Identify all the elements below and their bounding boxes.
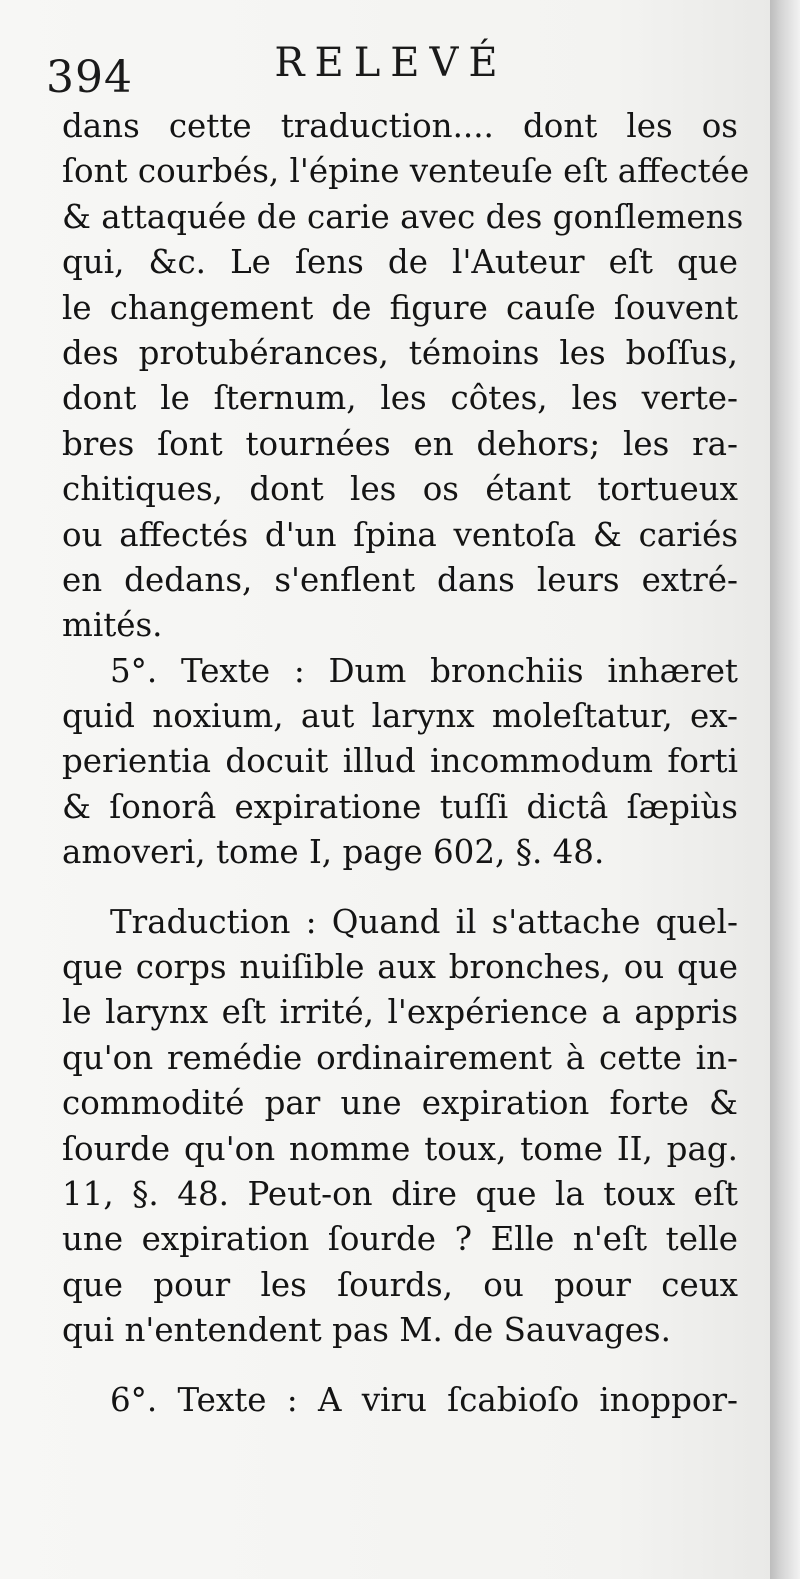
text-line: ſont courbés, l'épine venteuſe eſt affectée — [62, 152, 750, 191]
text-line: qu'on remédie ordinairement à cette in- — [62, 1038, 738, 1077]
body-text — [62, 104, 750, 1423]
text-line: qui n'entendent pas M. de Sauvages. — [62, 1311, 671, 1350]
running-head: RELEVÉ — [274, 40, 508, 86]
text-line: une expiration ſourde ? Elle n'eſt telle — [62, 1220, 738, 1259]
text-line: commodité par une expiration forte & — [62, 1084, 738, 1123]
text-line: le larynx eſt irrité, l'expérience a appris — [62, 993, 738, 1032]
text-line: 6°. Texte : A viru ſcabioſo inoppor- — [110, 1380, 738, 1419]
text-line: que corps nuiſible aux bronches, ou que — [62, 948, 738, 987]
paragraph-gap — [62, 1354, 738, 1378]
text-line: & attaquée de carie avec des gonſlemens — [62, 197, 744, 236]
text-line: ou affectés d'un ſpina ventoſa & cariés — [62, 515, 738, 554]
text-line: 5°. Texte : Dum bronchiis inhæret — [110, 651, 738, 690]
text-line: 11, §. 48. Peut-on dire que la toux eſt — [62, 1174, 738, 1213]
text-line: quid noxium, aut larynx moleſtatur, ex- — [62, 697, 738, 736]
text-line: Traduction : Quand il s'attache quel- — [110, 902, 738, 941]
text-line: en dedans, s'enflent dans leurs extré- — [62, 560, 738, 599]
page-header — [46, 40, 736, 103]
text-line: perientia docuit illud incommodum forti — [62, 742, 738, 781]
text-line: que pour les ſourds, ou pour ceux — [62, 1265, 738, 1304]
text-line: chitiques, dont les os étant tortueux — [62, 470, 738, 509]
text-line: le changement de figure cauſe ſouvent — [62, 288, 738, 327]
text-line: dans cette traduction.... dont les os — [62, 107, 738, 145]
paragraph-gap — [62, 876, 738, 900]
text-line: amoveri, tome I, page 602, §. 48. — [62, 833, 605, 872]
text-line: & ſonorâ expiratione tuſſi dictâ ſæpiùs — [62, 787, 738, 826]
page-number: 394 — [46, 52, 133, 103]
text-line: ſourde qu'on nomme toux, tome II, pag. — [62, 1129, 738, 1168]
text-line: des protubérances, témoins les boſſus, — [62, 333, 738, 372]
text-line: bres ſont tournées en dehors; les ra- — [62, 424, 738, 463]
text-line: mités. — [62, 606, 163, 645]
page-edge-shadow — [770, 0, 800, 1579]
text-line: dont le ſternum, les côtes, les verte- — [62, 379, 738, 418]
text-line: qui, &c. Le ſens de l'Auteur eſt que — [62, 243, 738, 282]
